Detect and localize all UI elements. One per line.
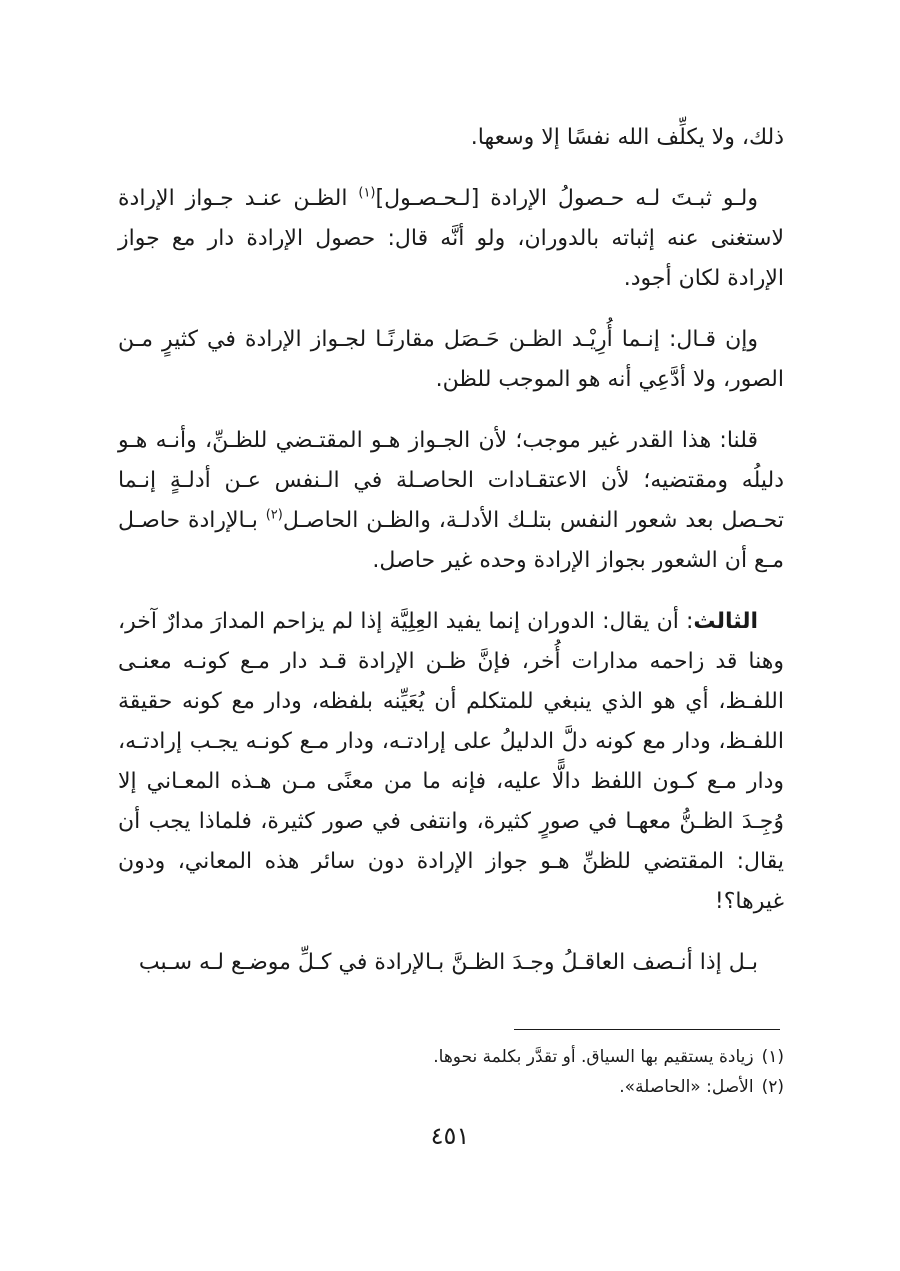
paragraph-2-part-a: ولـو ثبـتَ لـه حـصولُ الإرادة [لـحـصـول]	[375, 186, 758, 211]
paragraph-5-rest: : أن يقال: الدوران إنما يفيد العِلِيَّة إذا لم يزاحم المدارَ مدارٌ آخر، وهنا قد زاحمه مدارات أُخر، فإنَّ ظـن الإرادة قـد دار مـع كونـه معنـى اللفـظ، أي هو الذي ينبغي للمتكلم أن يُعَيِّنه بلفظه، ودار مع كونه حقيقة اللفـظ، ودار مع كونه دلَّ الدليلُ على إرادتـه، ودار مـع كونـه يجـب إرادتـه، ودار مـع كـون اللفظ دالًّا عليه، فإنه ما من معنًى مـن هـذه المعـاني إلا وُجِـدَ الظـنُّ معهـا في صورٍ كثيرة، وانتفى في صور كثيرة، فلماذا يجب أن يقال: المقتضي للظنِّ هـو جواز الإرادة دون سائر هذه المعاني، ودون غيرها؟!	[118, 609, 784, 914]
paragraph-4	[118, 421, 784, 581]
footnote-2	[118, 1072, 784, 1102]
footnotes	[118, 1042, 784, 1102]
footnote-ref-1: (١)	[358, 185, 376, 201]
paragraph-2	[118, 179, 784, 299]
paragraph-4-part-a: قلنا: هذا القدر غير موجب؛ لأن الجـواز هـو المقتـضي للظـنِّ، وأنـه هـو دليلُه ومقتضيه؛ لأن الاعتقـادات الحاصـلة في الـنفس عـن أدلـةٍ إنـما تحـصل بعد شعور النفس بتلـك الأدلـة، والظـن الحاصـل	[118, 428, 784, 533]
footnote-1-text: زيادة يستقيم بها السياق. أو تقدَّر بكلمة نحوها.	[433, 1047, 754, 1067]
paragraph-5-lead: الثالث	[693, 609, 758, 634]
footnote-1-number: (١)	[761, 1047, 784, 1067]
paragraph-1: ذلك، ولا يكلِّف الله نفسًا إلا وسعها.	[470, 125, 784, 150]
footnote-2-text: الأصل: «الحاصلة».	[619, 1077, 754, 1097]
page-number: ٤٥١	[430, 1122, 470, 1150]
paragraph-4-part-b: بـالإرادة حاصـل مـع أن الشعور بجواز الإرادة وحده غير حاصل.	[118, 508, 784, 573]
paragraph-5	[118, 602, 784, 922]
footnote-2-number: (٢)	[761, 1077, 784, 1097]
footnote-ref-2: (٢)	[265, 507, 283, 523]
body-text	[118, 118, 784, 1004]
paragraph-2-part-b: الظـن عنـد جـواز الإرادة لاستغنى عنه إثباته بالدوران، ولو أنَّه قال: حصول الإرادة دار مع جواز الإرادة لكان أجود.	[118, 186, 784, 291]
footnote-1	[118, 1042, 784, 1072]
footnote-separator	[514, 1029, 780, 1030]
paragraph-6: بـل إذا أنـصف العاقـلُ وجـدَ الظـنَّ بـالإرادة في كـلِّ موضـع لـه سـبب	[138, 950, 758, 975]
paragraph-3: وإن قـال: إنـما أُرِيْـد الظـن حَـصَل مقارنًـا لجـواز الإرادة في كثيرٍ مـن الصور، ولا أدَّعِي أنه هو الموجب للظن.	[118, 327, 784, 392]
